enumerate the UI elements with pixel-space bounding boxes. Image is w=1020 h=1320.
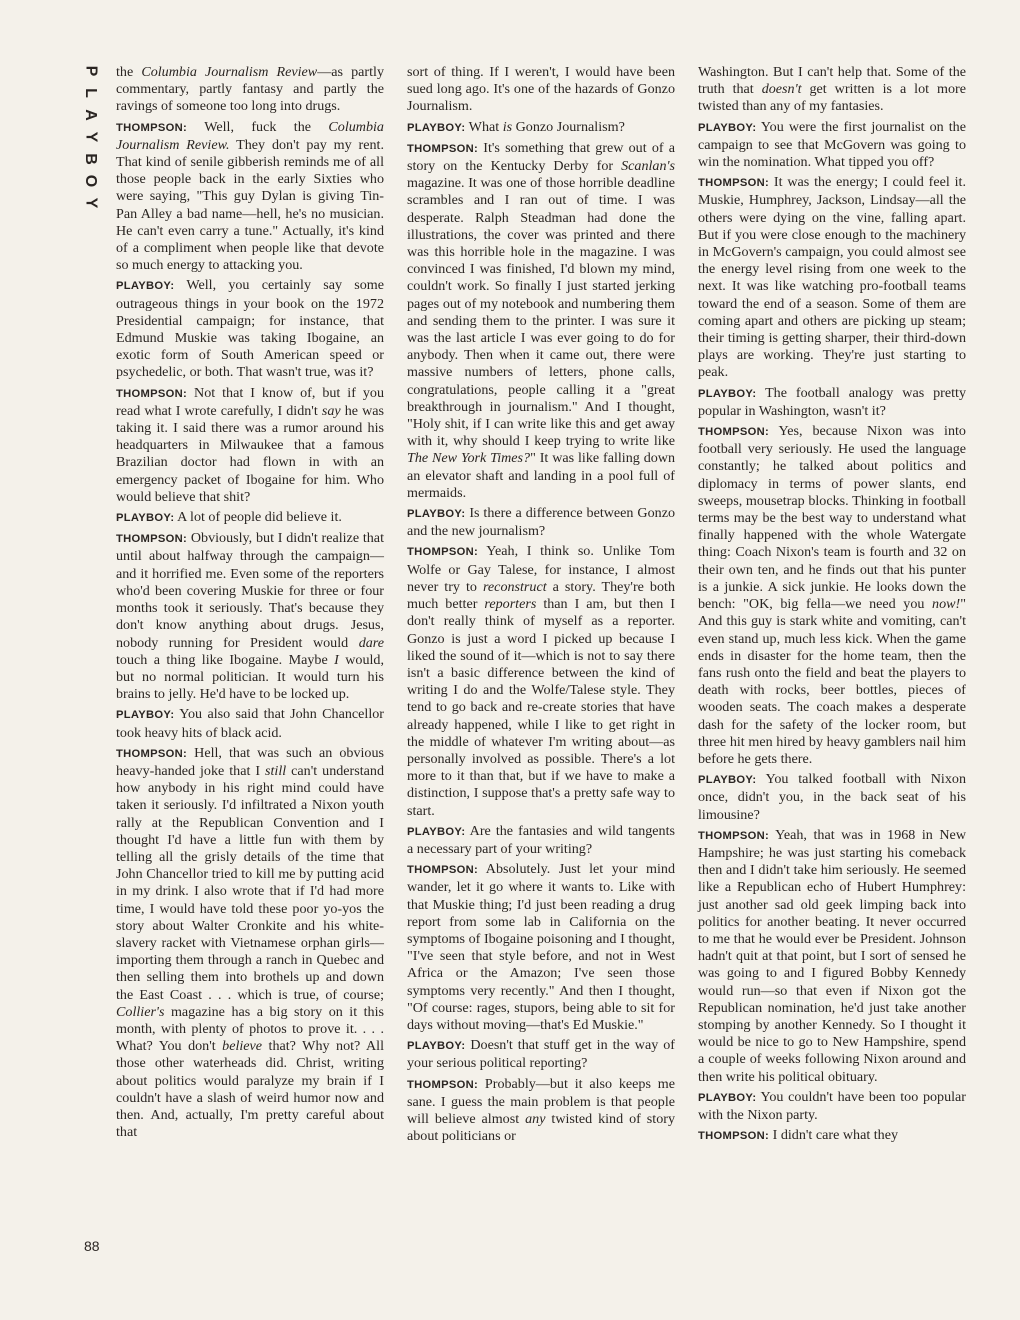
speaker-label: THOMPSON: xyxy=(698,829,770,842)
interview-paragraph xyxy=(698,827,966,1086)
paragraph-text: Yeah, I think so. Unlike Tom Wolfe or Gay Talese, for instance, I almost never try to reconstruct a story. They're both much better reporters than I am, but then I don't really think of myself as a reporter. Gonzo is just a word I picked up because I liked the sound of it—which is not to say there isn't a basic difference between the kind of writing I do and the Wolfe/Talese style. They tend to go back and re-create stories that have already happened, while I like to get right in the middle of whatever I'm writing about—as personally involved as possible. There's a lot more to it than that, but if we have to make a distinction, I suppose that's a pretty safe way to start. xyxy=(407,543,675,819)
speaker-label: PLAYBOY: xyxy=(698,1091,757,1104)
speaker-label: PLAYBOY: xyxy=(407,1040,466,1053)
speaker-label: PLAYBOY: xyxy=(116,709,175,722)
interview-paragraph xyxy=(407,119,675,137)
paragraph-text: The football analogy was pretty popular in Washington, wasn't it? xyxy=(698,384,966,419)
paragraph-text: Obviously, but I didn't realize that until about halfway through the campaign—and it horrified me. Even some of the reporters who'd been covering Muskie for three or four months took it seriously. That's because they don't know anything about drugs. Jesus, nobody running for President would dare touch a thing like Ibogaine. Maybe I would, but no normal politician. It would turn his brains to jelly. He'd have to be locked up. xyxy=(116,530,384,703)
paragraph-text: Are the fantasies and wild tangents a necessary part of your writing? xyxy=(407,822,675,857)
speaker-label: PLAYBOY: xyxy=(407,508,466,521)
paragraph-text: A lot of people did believe it. xyxy=(177,509,342,526)
paragraph-text: the Columbia Journalism Review—as partly commentary, partly fantasy and partly the ravings of someone too long into drugs. xyxy=(116,64,384,115)
paragraph-text: Well, you certainly say some outrageous things in your book on the 1972 Presidential campaign; for instance, that Edmund Muskie was taking Ibogaine, an exotic form of South American speed or psychedelic, or both. That wasn't true, was it? xyxy=(116,277,384,381)
paragraph-text: It was the energy; I could feel it. Muskie, Humphrey, Jackson, Lindsay—all the others were dying on the vine, falling apart. But if you were close enough to the machinery in McGovern's campaign, you could almost see the energy level rising from one week to the next. It was like watching pro-football teams toward the end of a season. Some of them are coming apart and others are picking up steam; their timing is getting sharper, their third-down plays are working. They're just starting to peak. xyxy=(698,174,966,381)
magazine-sidebar-label xyxy=(76,60,104,214)
paragraph-text: Hell, that was such an obvious heavy-handed joke that I still can't understand how anybody in his right mind could have taken it seriously. I'd infiltrated a Nixon youth rally at the Republican Convention and I thought I'd have a little fun with them by telling all the grisly details of the time that John Chancellor tried to kill me by putting acid in my drink. I also wrote that if I'd had more time, I would have told these poor yo-yos the story about Walter Cronkite and his white-slavery racket with Vietnamese orphan girls—importing them through a ranch in Quebec and then selling them into brothels up and down the East Coast . . . which is true, of course; Collier's magazine has a big story on it this month, with plenty of photos to prove it. . . . What? You don't believe that? Why not? All those other waterheads did. Christ, writing about politics would paralyze my brain if I couldn't have a slash of weird humor now and then. And, actually, I'm pretty careful about that xyxy=(116,744,385,1141)
speaker-label: THOMPSON: xyxy=(698,177,770,190)
speaker-label: THOMPSON: xyxy=(116,533,188,546)
sidebar-letter: L xyxy=(82,88,99,98)
interview-paragraph xyxy=(407,861,675,1034)
interview-paragraph xyxy=(407,823,675,858)
interview-paragraph xyxy=(407,505,675,540)
interview-paragraph xyxy=(407,1037,675,1072)
speaker-label: THOMPSON: xyxy=(116,747,188,760)
interview-paragraph xyxy=(698,1089,966,1124)
interview-paragraph xyxy=(698,119,966,172)
sidebar-letter: O xyxy=(81,174,99,188)
interview-paragraph xyxy=(116,509,384,527)
speaker-label: PLAYBOY: xyxy=(116,280,175,293)
speaker-label: PLAYBOY: xyxy=(407,121,466,134)
speaker-label: PLAYBOY: xyxy=(116,512,175,525)
paragraph-text: You talked football with Nixon once, didn't you, in the back seat of his limousine? xyxy=(698,771,966,823)
paragraph-text: Absolutely. Just let your mind wander, let it go where it wants to. Like with that Muskie thing; I'd just been reading a drug report from some lab in California on the symptoms of Ibogaine poisoning and I thought, "I've seen that style before, and not in West Africa or the Amazon; I've seen those symptoms very recently." And then I thought, "Of course: rages, stupors, being able to sit for days without moving—that's Ed Muskie." xyxy=(407,861,675,1033)
speaker-label: THOMPSON: xyxy=(698,426,770,439)
speaker-label: THOMPSON: xyxy=(407,142,479,155)
sidebar-letter: A xyxy=(82,109,99,121)
paragraph-text: Well, fuck the Columbia Journalism Review. They don't pay my rent. That kind of senile gibberish reminds me of all those people back in the early Sixties who were saying, "This guy Dylan is giving Tin-Pan Alley a bad name—hell, he's no musician. He can't even carry a tune." Actually, it's kind of a compliment when people like that devote so much energy to attacking you. xyxy=(116,118,384,274)
speaker-label: THOMPSON: xyxy=(116,387,188,400)
interview-paragraph xyxy=(407,1076,675,1146)
paragraph-text: Not that I know of, but if you read what I wrote carefully, I didn't say he was taking it. I said there was a rumor around his headquarters in Milwaukee that a famous Brazilian doctor had flown in with an emergency packet of Ibogaine for him. Who would believe that shit? xyxy=(116,384,384,505)
paragraph-text: Probably—but it also keeps me sane. I guess the main problem is that people will believe almost any twisted kind of story about politicians or xyxy=(407,1075,675,1145)
interview-paragraph xyxy=(116,277,384,381)
interview-paragraph xyxy=(116,530,384,703)
paragraph-text: Doesn't that stuff get in the way of your serious political reporting? xyxy=(407,1037,675,1072)
text-column-1 xyxy=(116,64,384,1144)
paragraph-text: I didn't care what they xyxy=(772,1127,899,1144)
interview-paragraph xyxy=(116,706,384,741)
paragraph-text: Yes, because Nixon was into football very seriously. He used the language constantly; he talked about politics and diplomacy in terms of power slants, end sweeps, mousetrap blocks. Thinking in football terms may be the best way to understand what finally happened with the whole Watergate thing: Coach Nixon's team is fourth and 32 on their own ten, and he finds out that his punter is a junkie. A sick junkie. He looks down the bench: "OK, big fella—we need you now!" And this guy is stark white and vomiting, can't even stand up, much less kick. When the game ends in disaster for the home team, then the fans rush onto the field and beat the players to death with rocks, beer bottles, pieces of wooden seats. The coach makes a desperate dash for the safety of the locker room, but three hit men hired by heavy gamblers nail him before he gets there. xyxy=(698,423,966,767)
sidebar-letter: Y xyxy=(81,131,99,143)
interview-paragraph xyxy=(407,64,675,116)
interview-paragraph xyxy=(116,119,384,275)
speaker-label: PLAYBOY: xyxy=(407,825,466,838)
interview-paragraph xyxy=(698,771,966,824)
speaker-label: THOMPSON: xyxy=(407,1078,479,1091)
sidebar-letter: P xyxy=(81,65,99,77)
speaker-label: THOMPSON: xyxy=(116,121,188,134)
text-column-3 xyxy=(698,64,966,1148)
interview-paragraph xyxy=(698,64,966,116)
page-number: 88 xyxy=(84,1238,100,1254)
paragraph-text: sort of thing. If I weren't, I would have been sued long ago. It's one of the hazards of Gonzo Journalism. xyxy=(407,64,675,115)
speaker-label: THOMPSON: xyxy=(407,864,479,877)
paragraph-text: What is Gonzo Journalism? xyxy=(468,118,625,135)
speaker-label: PLAYBOY: xyxy=(698,387,757,400)
speaker-label: PLAYBOY: xyxy=(698,774,757,787)
paragraph-text: You were the first journalist on the campaign to see that McGovern was going to win the nomination. What tipped you off? xyxy=(698,118,966,171)
paragraph-text: It's something that grew out of a story on the Kentucky Derby for Scanlan's magazine. It was one of those horrible deadline scrambles and I ran out of time. I was desperate. Ralph Steadman had done the illustrations, the cover was printed and there was this horrible hole in the magazine. I was convinced I was finished, I'd blown my mind, couldn't work. So finally I just started jerking pages out of my notebook and numbering them and sending them to the printer. I was sure it was the last article I was ever going to do for anybody. Then when it came out, there were massive numbers of letters, phone calls, congratulations, people calling it a "great breakthrough in journalism." And I thought, "Holy shit, if I can write like this and get away with it, why should I keep trying to write like The New York Times?" It was like falling down an elevator shaft and landing in a pool full of mermaids. xyxy=(407,139,676,501)
paragraph-text: Is there a difference between Gonzo and the new journalism? xyxy=(407,505,675,540)
sidebar-letter: Y xyxy=(81,197,99,209)
interview-paragraph xyxy=(698,174,966,381)
interview-paragraph xyxy=(407,543,675,819)
text-column-2 xyxy=(407,64,675,1148)
interview-paragraph xyxy=(698,1127,966,1145)
paragraph-text: Yeah, that was in 1968 in New Hampshire; he was just starting his comeback then and I didn't take him seriously. He seemed like a Republican echo of Hubert Humphrey: just another sad old geek limping back into politics for another beating. It never occurred to me that he would ever be President. Johnson hadn't quit at that point, but I sort of sensed he was going to and I figured Bobby Kennedy would run—so that even if Nixon got the Republican nomination, he'd just take another stomping by another Kennedy. So I thought it would be nice to go to New Hampshire, spend a couple of weeks following Nixon around and then write his political obituary. xyxy=(698,826,966,1085)
paragraph-text: You also said that John Chancellor took heavy hits of black acid. xyxy=(116,706,384,741)
speaker-label: PLAYBOY: xyxy=(698,121,757,134)
speaker-label: THOMPSON: xyxy=(407,546,479,559)
interview-paragraph xyxy=(698,385,966,420)
paragraph-text: Washington. But I can't help that. Some of the truth that doesn't get written is a lot more twisted than any of my fantasies. xyxy=(698,64,966,115)
sidebar-letter: B xyxy=(82,153,99,165)
speaker-label: THOMPSON: xyxy=(698,1130,770,1143)
interview-paragraph xyxy=(116,64,384,116)
interview-paragraph xyxy=(407,140,675,502)
paragraph-text: You couldn't have been too popular with the Nixon party. xyxy=(698,1088,966,1123)
interview-paragraph xyxy=(698,423,966,768)
interview-paragraph xyxy=(116,385,384,506)
interview-paragraph xyxy=(116,745,384,1142)
